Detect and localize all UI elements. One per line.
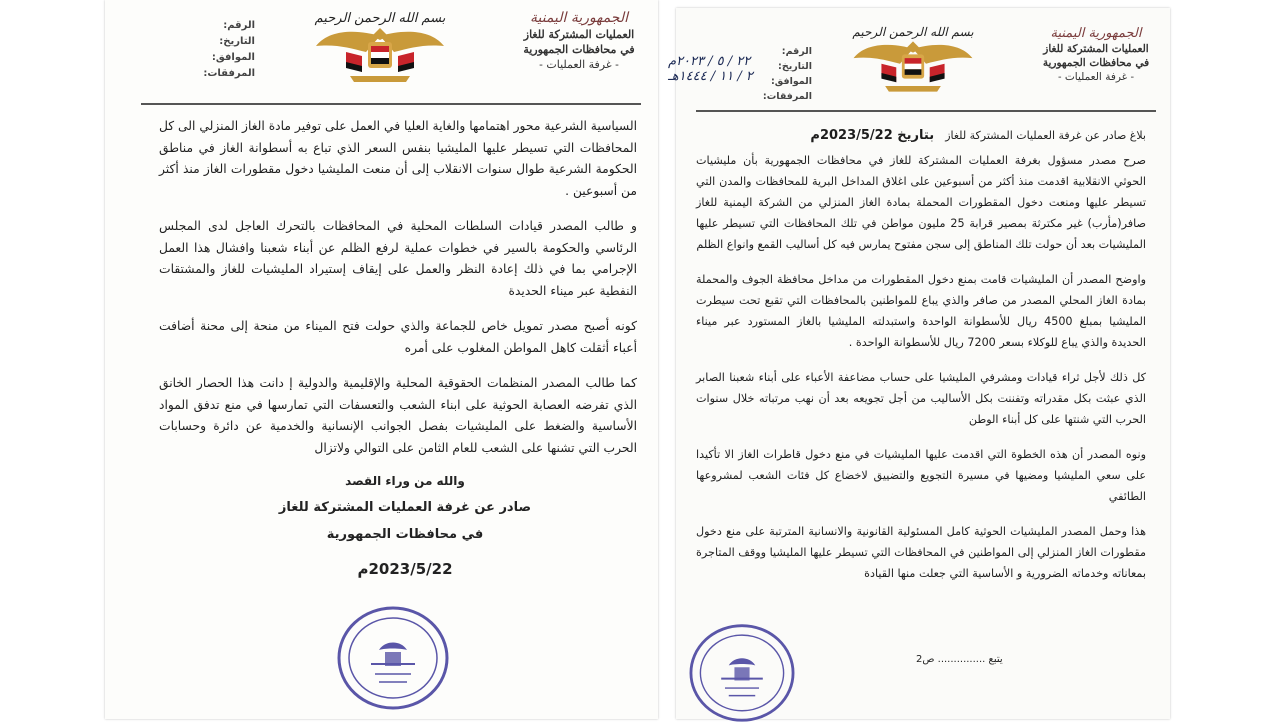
date-label: التاريخ:	[219, 36, 255, 47]
issued-gov: في محافظات الجمهورية	[326, 527, 484, 542]
ops-name: العمليات المشتركة للغاز	[523, 28, 635, 41]
republic-name: الجمهورية اليمنية	[529, 10, 628, 26]
ops-name: العمليات المشتركة للغاز	[1043, 43, 1149, 55]
paragraph: صرح مصدر مسؤول بغرفة العمليات المشتركة للغاز في محافظات الجمهورية بأن مليشيات الحوثي الانقلابية اقدمت منذ أكثر من أسبوعين على اغلاق المداخل البرية للمحافظات والمدن التي تسيطر عليها ومنعت دخول المقطورات المحملة بمادة الغاز المنزلي من الشركة اليمنية للغاز صافر(مأرب) غير مكترثة بمصير قرابة 25 مليون مواطن في تلك المحافظات التي تسيطر عليها المليشيات بعد أن حولت تلك المناطق إلى سجن مفتوح يمارس فيه كل أساليب القمع وانواع الظلم	[696, 154, 1146, 251]
attachments-label: المرفقات:	[203, 68, 255, 79]
letter-body	[159, 116, 637, 473]
date-label: التاريخ:	[778, 61, 812, 72]
handwritten-date: ٢٢ / ٥ / ٢٠٢٣م	[668, 54, 751, 69]
paragraph: السياسية الشرعية محور اهتمامها والغاية العليا في العمل على توفير مادة الغاز المنزلي الى كل المحافظات التي تسيطر عليها المليشيا بنفس السعر الذي تباع به أسطوانة الغاز في مناطق الحكومة الشرعية طوال سنوات الانقلاب إلى أن منعت المليشيا دخول مقطورات الغاز منذ أكثر من أسبوعين .	[158, 119, 637, 198]
letter-closing	[255, 474, 555, 578]
paragraph: كما طالب المصدر المنظمات الحقوقية المحلية والإقليمية والدولية إ دانت هذا الحصار الخانق الذي تفرضه العصابة الحوثية على ابناء الشعب والتعسفات التي تمارسها في منع تدفق المواد الأساسية والضغط على المليشيات بفصل الجوانب الإنسانية والخدمية عن دائرة وحسابات الحرب التي تشنها على الشعب للعام الثامن على التوالي ولاتزال	[159, 376, 637, 455]
letterhead-left	[165, 18, 255, 82]
paragraph: و طالب المصدر قيادات السلطات المحلية في المحافظات بالتحرك العاجل لدى المجلس الرئاسي والحكومة بالسير في خطوات عملية لرفع الظلم عن أبناء شعبنا وافشال هذا العمل الإجرامي بما في ذلك إعادة النظر والعمل على إيقاف إستيراد المليشيات للغاز والمشتقات النفطية عبر ميناء الحديدة	[159, 219, 637, 298]
title-line: بلاغ صادر عن غرفة العمليات المشتركة للغاز	[945, 129, 1146, 142]
corresponding-label: الموافق:	[211, 52, 255, 63]
gov-name: في محافظات الجمهورية	[1042, 57, 1150, 69]
statement-title	[716, 124, 1146, 143]
paragraph: هذا وحمل المصدر المليشيات الحوثية كامل المسئولية القانونية والانسانية المترتبة على منع دخول مقطورات الغاز المنزلي إلى المواطنين في المحافظات التي تسيطر عليها المليشيا ووقف المتاجرة بمعاناته وخدماته الضرورية و الأساسية التي جعلت منها القيادة	[696, 525, 1146, 580]
paragraph: واوضح المصدر أن المليشيات قامت بمنع دخول المقطورات من مداخل محافظة الجوف والمحملة بمادة الغاز المحلي المصدر من صافر والذي يباع للمواطنين بالمحافظات التي تقبع تحت سيطرت المليشيا بمبلغ 4500 ريال للأسطوانة الواحدة واستبدلته المليشيا بالغاز المستورد عبر ميناء الحديدة والذي يباع للوكلاء بسعر 7200 ريال للأسطوانة الواحدة .	[696, 273, 1146, 349]
title-date: بتاريخ 2023/5/22م	[810, 128, 935, 143]
continued-note: يتبع ............... ص2	[916, 654, 1003, 665]
basmala-text: بسم الله الرحمن الرحيم	[852, 24, 974, 39]
paragraph: ونوه المصدر أن هذه الخطوة التي اقدمت عليها المليشيات في منع دخول قاطرات الغاز الا تأكيدا على سعي المليشيا ومضيها في مسيرة التجويع والتضييق لاخضاع كل فئات الشعب لمشروعها الطائفي	[696, 448, 1146, 503]
republic-name: الجمهورية اليمنية	[1050, 26, 1142, 41]
letter-body	[696, 150, 1146, 598]
letterhead-right	[1032, 26, 1160, 83]
document-page-2	[105, 0, 658, 719]
room-name: - غرفة العمليات -	[1057, 71, 1135, 83]
official-stamp	[335, 602, 451, 716]
official-stamp	[684, 620, 800, 728]
paragraph: كل ذلك لأجل ثراء قيادات ومشرفي المليشيا على حساب مضاعفة الأعباء على أبناء شعبنا الصابر الذي عبثت بكل مقدراته وتفننت بكل الأساليب من أجل تجويعه بعد أن نهب مرتباته خلال سنوات الحرب التي شنتها على كل أبناء الوطن	[696, 371, 1146, 426]
letterhead-right	[514, 10, 644, 71]
yemen-emblem	[848, 20, 978, 100]
gov-name: في محافظات الجمهورية	[523, 43, 635, 56]
header-rule	[141, 103, 641, 105]
issued-date: 2023/5/22م	[357, 560, 453, 578]
paragraph: كونه أصبح مصدر تمويل خاص للجماعة والذي حولت فتح الميناء من منحة إلى محنة أضافت أعباء أثقلت كاهل المواطن المغلوب على أمره	[159, 319, 637, 355]
closing-phrase: والله من وراء القصد	[345, 474, 465, 488]
header-rule	[696, 110, 1156, 112]
issued-by: صادر عن غرفة العمليات المشتركة للغاز	[278, 500, 532, 515]
attachments-label: المرفقات:	[762, 91, 812, 102]
ref-label: الرقم:	[223, 20, 255, 31]
document-page-1	[668, 8, 1170, 719]
handwritten-corresponding: ٢ / ١١ / ١٤٤٤هـ	[668, 69, 753, 84]
basmala-text: بسم الله الرحمن الرحيم	[314, 11, 446, 26]
ref-label: الرقم:	[781, 46, 812, 57]
room-name: - غرفة العمليات -	[539, 58, 619, 71]
corresponding-label: الموافق:	[771, 76, 812, 87]
yemen-emblem	[310, 6, 450, 90]
